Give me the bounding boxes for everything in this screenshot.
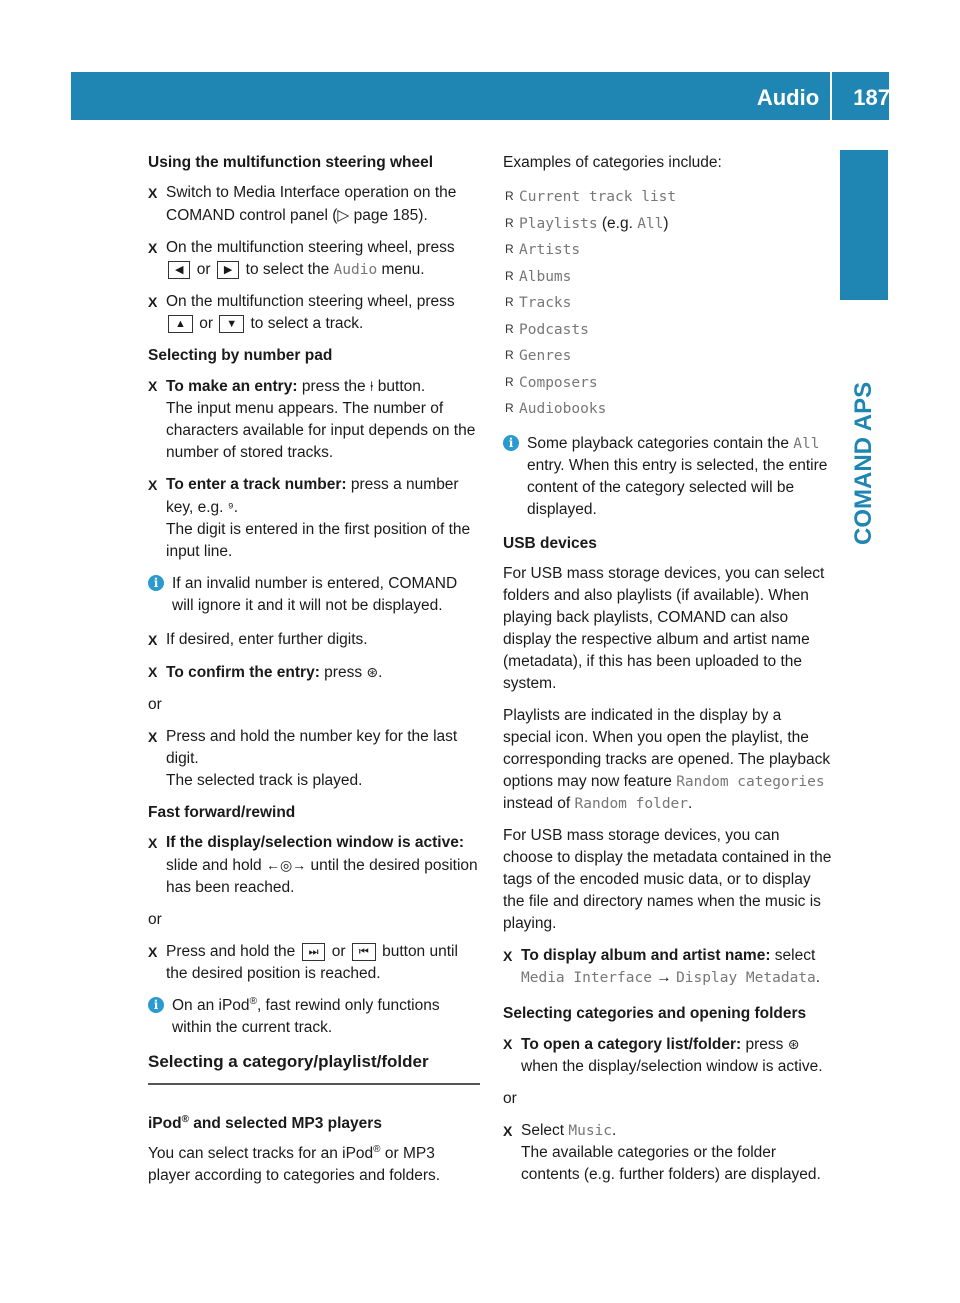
menu-arrow: → [651,968,677,986]
info-text: Some playback categories contain the [527,434,794,452]
bullet-icon: R [505,189,514,203]
step-arrow-icon: X [148,632,158,648]
paragraph [148,1143,480,1187]
step-text: press the [297,378,370,395]
bullet-icon: R [505,242,514,256]
section-heading: Selecting a category/playlist/folder [148,1051,480,1085]
chapter-label: COMAND APS [850,381,877,545]
paragraph: For USB mass storage devices, you can select folders and also playlists (if available). When playing back playlists, COMAND can also display the respective album and artist name (metadata), if this has been uploaded to the system. [503,564,825,692]
list-item [503,290,833,317]
category-name: Audiobooks [519,401,607,417]
controller-icon: ⊛ [366,664,379,680]
step [148,474,480,563]
paragraph [503,705,833,815]
step-lead: To open a category list/folder: [521,1035,742,1053]
step-arrow-icon: X [503,1035,513,1052]
step [148,375,480,464]
key-left-icon: ◀ [168,261,190,279]
step-text: . [233,499,239,516]
info-text: On an iPod [172,997,250,1014]
step [148,726,480,792]
step-text: slide and hold [166,857,266,874]
paragraph-text: . [688,794,693,812]
list-item [503,184,833,211]
step-result: The available categories or the folder contents (e.g. further folders) are displayed. [521,1143,821,1183]
step-arrow-icon: X [148,729,158,745]
registered-mark: ® [249,995,257,1007]
bullet-icon: R [505,295,514,309]
info-icon: i [148,997,164,1013]
section-title: Audio [756,85,820,110]
step-text: On the multifunction steering wheel, press [166,239,455,256]
step-text: button until the desired position is reached. [166,943,458,982]
category-name: Podcasts [519,321,589,338]
categories-intro: Examples of categories include: [503,154,722,171]
step-arrow-icon: X [503,1122,513,1139]
step [148,941,480,985]
header-divider [830,72,832,120]
step [148,237,480,281]
step-result: The digit is entered in the first position of the input line. [166,521,471,560]
list-item [503,264,833,291]
step-lead: To make an entry: [166,378,298,395]
list-item [503,317,833,344]
list-item [503,211,833,238]
step-text: select [770,946,816,964]
fast-forward-icon: ⏭ [302,943,326,961]
heading-text: iPod [148,1115,182,1132]
step-text: or [194,315,218,332]
step-text: On the multifunction steering wheel, press [166,293,455,310]
key-up-icon: ▲ [168,315,193,333]
bullet-icon: R [505,215,514,230]
paragraph-text: or MP3 player according to categories and folders. [148,1145,441,1184]
step-result: The selected track is played. [166,772,363,789]
step-text: Press and hold the number key for the last digit. [166,728,458,767]
key-right-icon: ▶ [217,261,239,279]
list-item [503,237,833,264]
chapter-tab [840,150,888,300]
or-text: or [148,696,162,713]
step-text: . [815,968,821,986]
step-text: Switch to Media Interface operation on the COMAND control panel ( [166,184,457,224]
step-text: . [612,1121,617,1139]
digit-key-icon: ⁹ [227,499,234,515]
menu-name: Display Metadata [676,969,816,986]
heading-steering-wheel: Using the multifunction steering wheel [148,154,434,171]
or-text: or [503,1089,517,1107]
category-name: Albums [519,268,572,285]
paragraph-text: Playlists are indicated in the display by a special icon. When you open the playlist, the corresponding tracks are opened. The playback options may now feature [503,706,831,790]
step-text: until the desired position has been reached. [166,857,478,896]
step-text: or [327,943,350,960]
step-arrow-icon: X [148,294,158,310]
step-text: button. [373,378,426,395]
step-text: press a number key, e.g. [166,476,459,516]
info-note [148,573,480,617]
heading-categories-folders: Selecting categories and opening folders [503,1004,807,1022]
step-text: . [378,664,383,681]
info-text: , fast rewind only functions within the current track. [172,997,440,1036]
or-text: or [148,911,162,928]
phone-key-icon: ⍿ [369,378,374,394]
registered-mark: ® [373,1143,381,1155]
step-text: press [319,664,367,681]
page-number: 187 [853,85,890,110]
bullet-icon: R [505,401,514,415]
registered-mark: ® [181,1113,189,1125]
step-text: to select the [241,261,334,278]
info-text: entry. When this entry is selected, the entire content of the category selected will be displayed. [527,456,828,518]
rewind-icon: ⏮ [352,943,376,961]
step-text: menu. [377,261,425,278]
list-item [503,343,833,370]
step-text: when the display/selection window is active. [521,1057,823,1075]
step-lead: If the display/selection window is active: [166,834,465,851]
category-list [503,184,833,423]
paragraph-text: instead of [503,794,575,812]
heading-text: and selected MP3 players [188,1115,382,1132]
info-note [503,433,833,521]
right-column [503,152,833,1196]
step [148,291,480,335]
page-ref-icon-text: ▷ [337,207,350,224]
step-arrow-icon: X [148,240,158,256]
paragraph: For USB mass storage devices, you can choose to display the metadata contained in the tags of the encoded music data, or to display the file and directory names when the music is playing. [503,826,832,932]
step-text: press [741,1035,788,1053]
heading-fast-forward: Fast forward/rewind [148,804,296,821]
step-text: Select [521,1121,569,1139]
menu-name: Music [568,1122,613,1139]
left-column [148,152,480,1197]
list-item [503,370,833,397]
bullet-icon: R [505,348,514,362]
bullet-icon: R [505,268,514,283]
category-name: Genres [519,348,572,364]
paragraph-text: You can select tracks for an iPod [148,1145,374,1162]
step [148,832,480,899]
step-text: or [192,261,215,278]
step-arrow-icon: X [148,664,158,680]
category-name: Tracks [519,295,572,311]
step [148,629,480,651]
category-name: Composers [519,374,598,391]
bullet-icon: R [505,321,514,336]
menu-name: Media Interface [521,969,652,986]
step-text: If desired, enter further digits. [166,631,368,648]
page-ref: page 185). [349,207,428,224]
step-lead: To display album and artist name: [521,946,771,964]
key-down-icon: ▼ [219,315,244,333]
category-name: Artists [519,242,581,258]
step-lead: To enter a track number: [166,476,347,493]
info-icon: i [503,435,519,451]
step [503,1033,833,1078]
step-arrow-icon: X [148,378,158,394]
step [503,945,833,989]
info-icon: i [148,575,164,591]
info-note [148,995,480,1039]
category-note: ) [663,214,669,232]
step-arrow-icon: X [148,835,158,851]
info-value: All [793,435,820,452]
option-name: Random categories [676,773,825,790]
category-note-value: All [637,215,664,232]
step-arrow-icon: X [148,185,158,201]
step [148,182,480,227]
category-name: Current track list [519,189,677,205]
controller-icon: ⊛ [787,1035,800,1052]
list-item [503,396,833,423]
step-arrow-icon: X [148,944,158,960]
category-note: (e.g. [597,214,638,232]
heading-ipod [148,1113,480,1135]
slide-controller-icon: ←◎→ [265,857,307,873]
step-text: Press and hold the [166,943,300,960]
step-arrow-icon: X [148,477,158,493]
step-arrow-icon: X [503,947,513,964]
bullet-icon: R [505,374,514,389]
step-text: to select a track. [246,315,364,332]
step [148,661,480,684]
step-result: The input menu appears. The number of characters available for input depends on the number of stored tracks. [166,400,476,461]
option-name: Random folder [574,795,689,812]
step [503,1120,833,1186]
heading-number-pad: Selecting by number pad [148,347,333,364]
category-name: Playlists [519,215,598,232]
heading-usb-devices: USB devices [503,534,597,552]
step-lead: To confirm the entry: [166,664,320,681]
menu-name: Audio [333,262,378,278]
info-text: If an invalid number is entered, COMAND will ignore it and it will not be displayed. [172,575,458,614]
running-header [757,84,890,112]
